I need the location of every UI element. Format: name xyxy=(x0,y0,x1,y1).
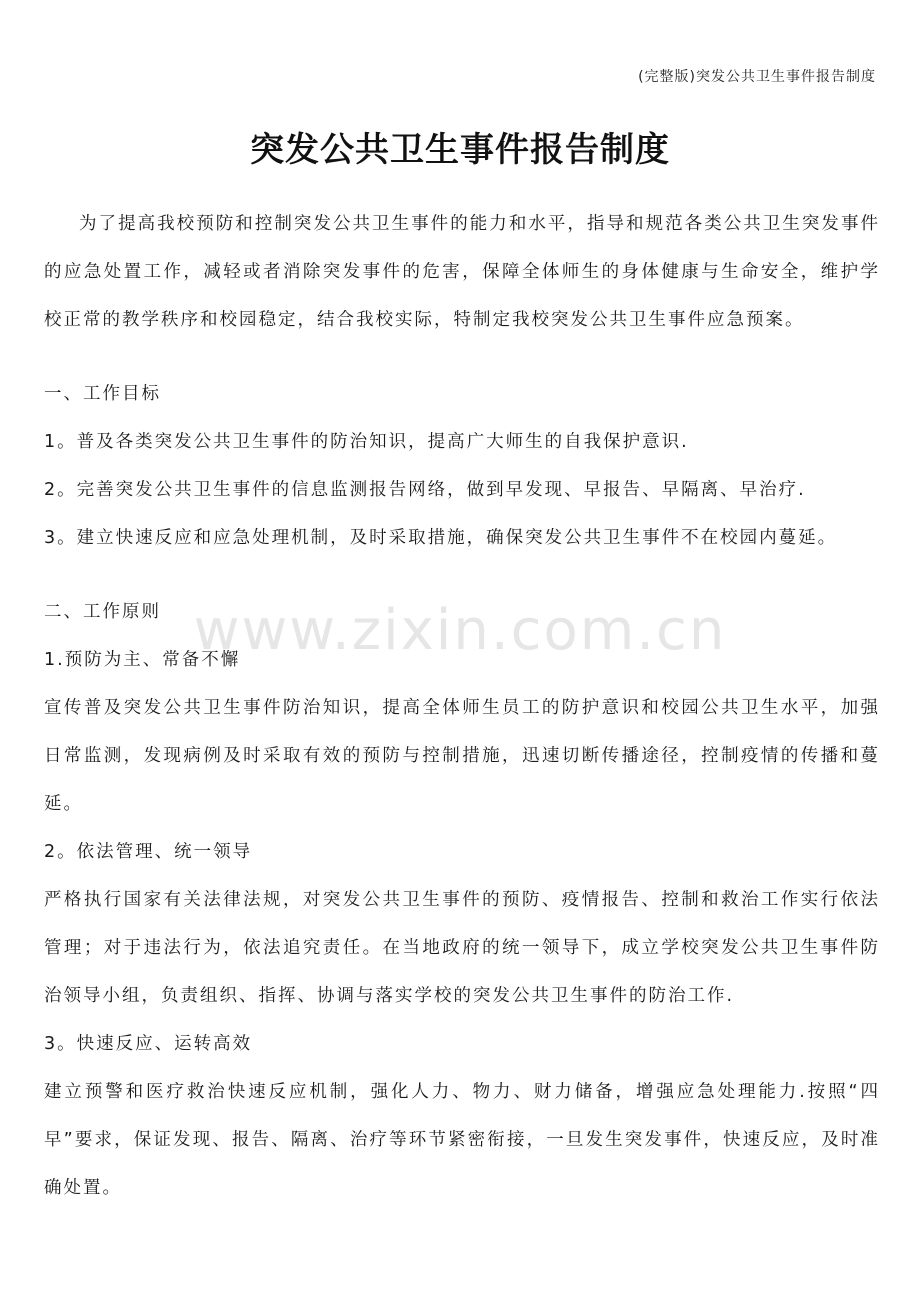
intro-paragraph: 为了提高我校预防和控制突发公共卫生事件的能力和水平，指导和规范各类公共卫生突发事件的应急处置工作，减轻或者消除突发事件的危害，保障全体师生的身体健康与生命安全，维护学校正常的教学秩序和校园稳定，结合我校实际，特制定我校突发公共卫生事件应急预案。 xyxy=(44,214,880,330)
goal-item-2: 2。完善突发公共卫生事件的信息监测报告网络，做到早发现、早报告、早隔离、早治疗. xyxy=(44,480,806,500)
section-heading-principles: 二、工作原则 xyxy=(44,602,161,622)
document-body xyxy=(44,200,880,1212)
header-note: (完整版)突发公共卫生事件报告制度 xyxy=(638,69,876,85)
principle-1-title: 1.预防为主、常备不懈 xyxy=(44,650,241,670)
goal-item-3: 3。建立快速反应和应急处理机制，及时采取措施，确保突发公共卫生事件不在校园内蔓延。 xyxy=(44,528,838,548)
principle-3-body: 建立预警和医疗救治快速反应机制，强化人力、物力、财力储备，增强应急处理能力.按照“四早”要求，保证发现、报告、隔离、治疗等环节紧密衔接，一旦发生突发事件，快速反应，及时准确处置。 xyxy=(44,1082,880,1198)
goal-item-1: 1。普及各类突发公共卫生事件的防治知识，提高广大师生的自我保护意识. xyxy=(44,432,689,452)
principle-2-title: 2。依法管理、统一领导 xyxy=(44,842,253,862)
watermark: www.zixin.com.cn xyxy=(193,598,727,663)
section-heading-goals: 一、工作目标 xyxy=(44,384,161,404)
principle-3-title: 3。快速反应、运转高效 xyxy=(44,1034,253,1054)
principle-1-body: 宣传普及突发公共卫生事件防治知识，提高全体师生员工的防护意识和校园公共卫生水平，加强日常监测，发现病例及时采取有效的预防与控制措施，迅速切断传播途径，控制疫情的传播和蔓延。 xyxy=(44,698,880,814)
principle-2-body: 严格执行国家有关法律法规，对突发公共卫生事件的预防、疫情报告、控制和救治工作实行依法管理；对于违法行为，依法追究责任。在当地政府的统一领导下，成立学校突发公共卫生事件防治领导小组，负责组织、指挥、协调与落实学校的突发公共卫生事件的防治工作. xyxy=(44,890,880,1006)
document-title: 突发公共卫生事件报告制度 xyxy=(250,130,670,170)
